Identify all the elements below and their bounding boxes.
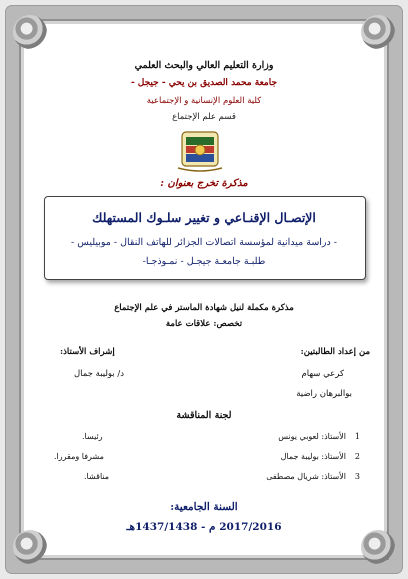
jury-number: 2 xyxy=(354,452,360,461)
jury-member-role: مشرفا ومقررا. xyxy=(54,452,104,461)
student-name: بوالبرهان راضية xyxy=(296,389,352,399)
jury-member-role: مناقشا. xyxy=(84,472,110,481)
supervisor-label: إشراف الأستاذ: xyxy=(60,347,115,357)
supervisor-name: د/ بوليبة جمال xyxy=(74,369,125,379)
specialization: تخصص: علاقات عامة xyxy=(165,319,243,329)
students-label: من إعداد الطالبتين: xyxy=(300,347,370,357)
ornamental-border xyxy=(6,6,402,573)
thesis-subtitle: طلبـة جامعـة جيجـل - نمـوذجـا- xyxy=(142,256,266,267)
thesis-title: الإتصـال الإقنـاعي و تغيير سلـوك المستهلك xyxy=(92,210,316,225)
jury-member-role: رئيسا. xyxy=(82,432,103,441)
corner-ornament xyxy=(13,15,47,49)
jury-member-name: الأستاذ: شريال مصطفى xyxy=(266,472,346,481)
jury-heading: لجنة المناقشة xyxy=(176,410,232,421)
intro-label: مذكرة تخرج بعنوان : xyxy=(160,178,248,189)
jury-member-name: الأستاذ: بوليبة جمال xyxy=(280,452,346,461)
corner-ornament xyxy=(361,530,395,564)
student-name: كرعي سهام xyxy=(301,369,344,379)
university-name: جامعة محمد الصديق بن يحي - جيجل - xyxy=(130,78,278,88)
academic-year-label: السنة الجامعية: xyxy=(170,501,238,513)
faculty-name: كلية العلوم الإنسانية و الإجتماعية xyxy=(146,96,262,106)
ministry-name: وزارة التعليم العالي والبحث العلمي xyxy=(134,60,274,71)
thesis-subtitle: - دراسة ميدانية لمؤسسة اتصالات الجزائر للهاتف النقال - موبيليس - xyxy=(71,237,337,248)
corner-ornament xyxy=(361,15,395,49)
memo-description: مذكرة مكملة لنيل شهادة الماستر في علم الإجتماع xyxy=(114,303,294,313)
department-name: قسم علم الإجتماع xyxy=(172,112,236,122)
jury-member-name: الأستاذ: لعوبي يونس xyxy=(278,432,346,441)
jury-number: 3 xyxy=(354,472,360,481)
academic-year: 2017/2016 م - 1437/1438هـ xyxy=(126,521,282,533)
corner-ornament xyxy=(13,530,47,564)
university-logo xyxy=(174,128,226,172)
jury-number: 1 xyxy=(354,432,360,441)
